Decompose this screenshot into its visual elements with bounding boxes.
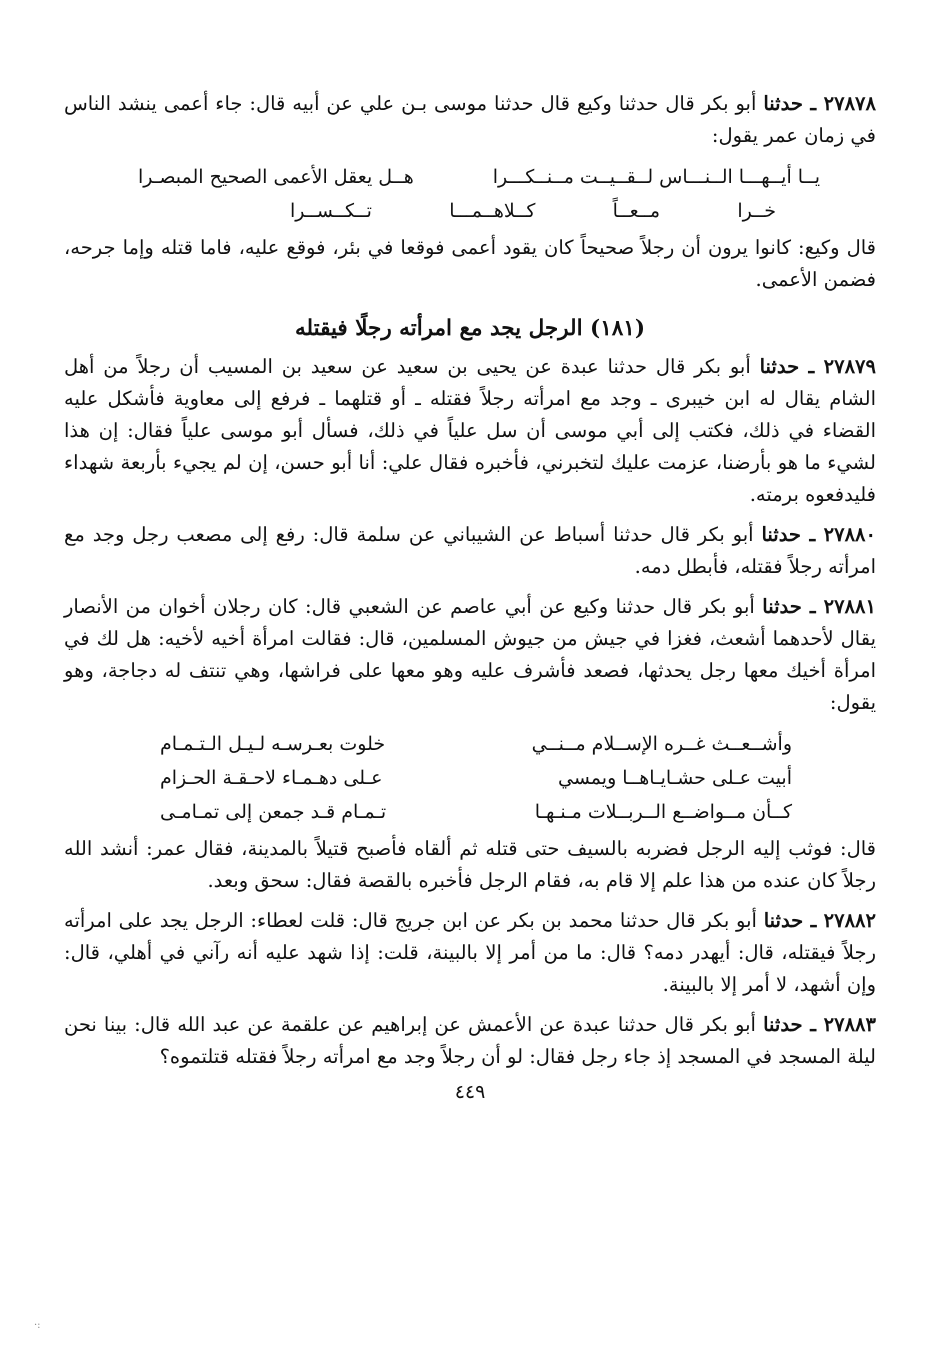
commentary-umar: قال: فوثب إليه الرجل فضربه بالسيف حتى قتله ثم ألقاه فأصبح قتيلاً بالمدينة، فقال عمر: أنشد الله رجلاً كان عنده من هذا علم إلا قام به، فقام الرجل فأخبره بالقصة فقال: سحق وبعد. xyxy=(64,837,876,892)
hadith-number: ٢٧٨٧٩ ـ حدثنا xyxy=(759,355,877,378)
hadith-number: ٢٧٨٨٠ ـ حدثنا xyxy=(761,523,876,546)
verse-hemistich-left: خلوت بعـرسـه لـيـل الـتـمـام xyxy=(160,733,386,755)
hadith-text: أبو بكر قال حدثنا وكيع قال حدثنا موسى بـن علي عن أبيه قال: جاء أعمى ينشد الناس في زمان عمر يقول: xyxy=(64,92,876,147)
commentary-waki: قال وكيع: كانوا يرون أن رجلاً صحيحاً كان يقود أعمى فوقعا في بئر، فوقع عليه، فاما قتله وإما جرحه، فضمن الأعمى. xyxy=(64,236,876,291)
hadith-27879 xyxy=(64,351,876,511)
verse-word: مــعــاً xyxy=(612,200,661,222)
scan-speck: ·: xyxy=(34,1320,41,1331)
verse-word: خــرا xyxy=(737,200,776,222)
hadith-number: ٢٧٨٨١ ـ حدثنا xyxy=(762,595,876,618)
verse-hemistich-left: تـمـام قـد جمعن إلى تمـامـى xyxy=(160,801,387,823)
verse-hemistich-right: يــا أيــهـــا الــنـــاس لــقــيــت مــنــكـــرا xyxy=(492,166,820,188)
hadith-27883 xyxy=(64,1009,876,1073)
hadith-text: أبو بكر قال حدثنا وكيع عن أبي عاصم عن الشعبي قال: كان رجلان أخوان من الأنصار يقال لأحدهما أشعث، فغزا في جيش من جيوش المسلمين، قال: فقالت امرأة أخيه لأخيه: هل لك في امرأة أخيك معها رجل يحدثها، فصعد فأشرف عليه وهو معها على فراشها، وهي تنتف له دجاجة، وهو يقول: xyxy=(64,595,876,714)
hadith-27881 xyxy=(64,591,876,719)
hadith-text: أبو بكر قال حدثنا عبدة عن يحيى بن سعيد عن سعيد بن المسيب أن رجلاً من أهل الشام يقال له ابن خيبرى ـ وجد مع امرأته رجلاً فقتله ـ أو قتلهما ـ فرفع إلى معاوية فأشكل عليه القضاء في ذلك، فكتب إلى أبي موسى أن سل علياً في ذلك، فسأل أبو موسى علياً فقال: إن هذا لشيء ما هو بأرضنا، عزمت عليك لتخبرني، فأخبره فقال علي: أنا أبو حسن، إن لم يجيء بأربعة شهداء فليدفعوه برمته. xyxy=(64,355,876,506)
verse-line xyxy=(64,160,876,194)
hadith-text: أبو بكر قال حدثنا عبدة عن الأعمش عن إبراهيم عن علقمة عن عبد الله قال: بينا نحن ليلة المسجد في المسجد إذ جاء رجل فقال: لو أن رجلاً وجد مع امرأته رجلاً فقتله قتلتموه؟ xyxy=(64,1013,876,1068)
verse-hemistich-left: عـلى دهـمـاء لاحـقـة الحـزام xyxy=(160,767,383,789)
hadith-27878 xyxy=(64,88,876,152)
chapter-heading: (١٨١) الرجل يجد مع امرأته رجلًا فيقتله xyxy=(294,316,646,341)
hadith-number: ٢٧٨٧٨ ـ حدثنا xyxy=(763,92,876,115)
poem-verse-2 xyxy=(64,727,876,829)
verse-line xyxy=(64,727,876,761)
hadith-27880 xyxy=(64,519,876,583)
page-number: ٤٤٩ xyxy=(454,1081,486,1103)
hadith-number: ٢٧٨٨٣ ـ حدثنا xyxy=(763,1013,877,1036)
verse-word: تــكــســرا xyxy=(290,200,372,222)
verse-hemistich-right: كــأن مــواضــع الــربــلات مـنـهـا xyxy=(534,801,792,823)
verse-line xyxy=(64,194,876,228)
verse-line xyxy=(64,761,876,795)
verse-line xyxy=(64,795,876,829)
hadith-text: أبو بكر قال حدثنا محمد بن بكر عن ابن جريج قال: قلت لعطاء: الرجل يجد على امرأته رجلاً فيقتله، قال: أيهدر دمه؟ قال: ما من أمر إلا بالبينة، قلت: إذا شهد عليه أنه رآني في أهلي، قال: وإن أشهد، لا أمر إلا بالبينة. xyxy=(64,909,876,996)
verse-hemistich-right: وأشــعــث غــره الإســلام مــنــي xyxy=(531,733,792,755)
verse-word: كــلاهــمـــا xyxy=(449,200,536,222)
hadith-number: ٢٧٨٨٢ ـ حدثنا xyxy=(763,909,876,932)
verse-hemistich-left: هــل يعقل الأعمى الصحيح المبصـرا xyxy=(138,166,414,188)
poem-verse-1 xyxy=(64,160,876,228)
verse-hemistich-right: أبيت عـلى حشـايـاهــا ويمسي xyxy=(558,767,792,789)
hadith-text: أبو بكر قال حدثنا أسباط عن الشيباني عن سلمة قال: رفع إلى مصعب رجل وجد مع امرأته رجلاً فقتله، فأبطل دمه. xyxy=(64,523,876,578)
hadith-27882 xyxy=(64,905,876,1001)
